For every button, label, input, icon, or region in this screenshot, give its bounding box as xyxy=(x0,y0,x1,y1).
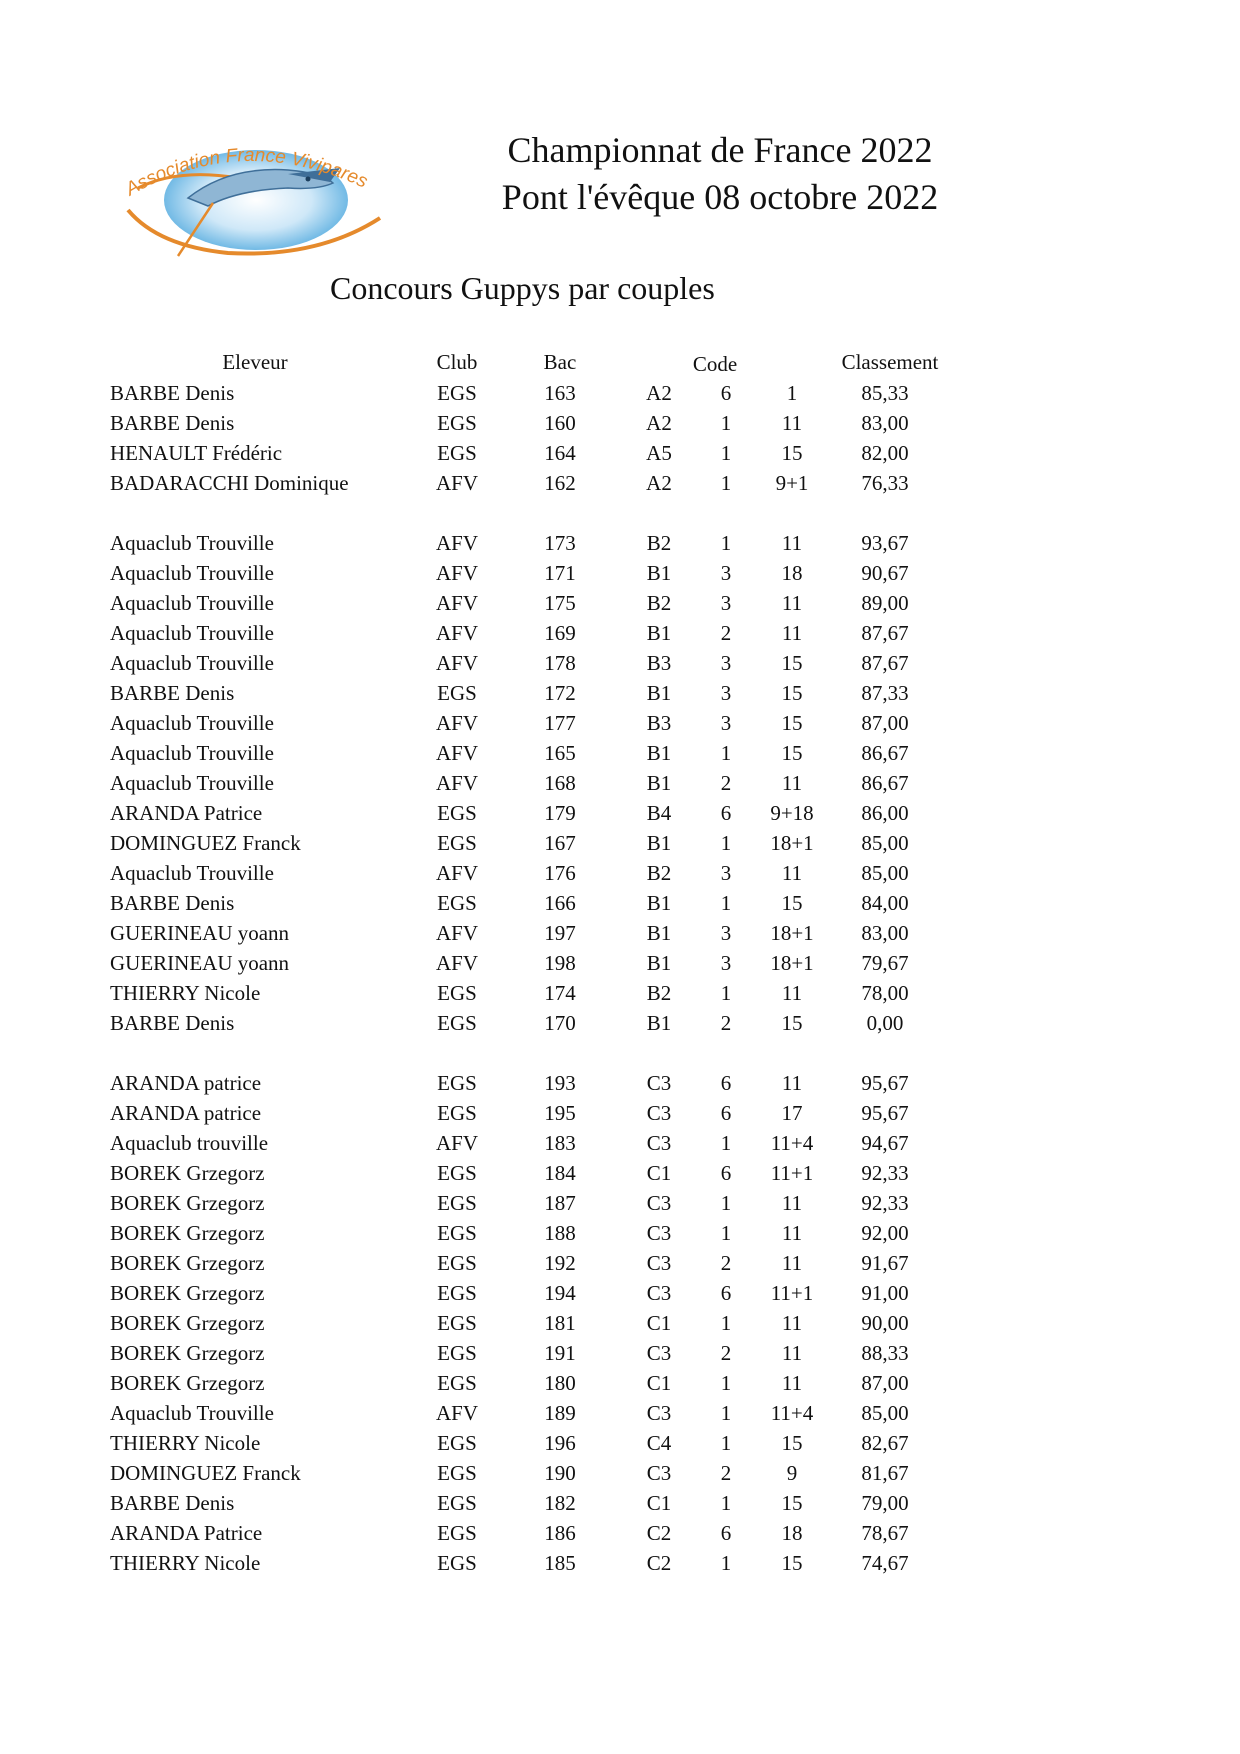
code-detail-cell: 15 xyxy=(781,711,803,735)
eleveur-cell: THIERRY Nicole xyxy=(110,1551,261,1575)
bac-cell: 164 xyxy=(544,441,576,465)
eleveur-cell: Aquaclub Trouville xyxy=(110,771,274,795)
code-detail-cell: 11 xyxy=(781,1251,803,1275)
bac-cell: 165 xyxy=(544,741,576,765)
classement-cell: 94,67 xyxy=(861,1131,909,1155)
classement-cell: 87,00 xyxy=(861,1371,909,1395)
contest-subtitle: Concours Guppys par couples xyxy=(330,270,715,306)
eleveur-cell: BARBE Denis xyxy=(110,891,235,915)
code-number-cell: 1 xyxy=(720,1221,732,1245)
bac-cell: 177 xyxy=(544,711,576,735)
eleveur-cell: BOREK Grzegorz xyxy=(110,1341,265,1365)
code-number-cell: 6 xyxy=(720,801,732,825)
code-category-cell: B2 xyxy=(646,981,672,1005)
bac-cell: 190 xyxy=(544,1461,576,1485)
bac-cell: 178 xyxy=(544,651,576,675)
club-cell: EGS xyxy=(437,1341,477,1365)
code-detail-cell: 11 xyxy=(781,531,803,555)
classement-cell: 88,33 xyxy=(861,1341,909,1365)
eleveur-cell: Aquaclub Trouville xyxy=(110,651,274,675)
code-category-cell: A2 xyxy=(646,381,672,405)
bac-cell: 175 xyxy=(544,591,576,615)
code-number-cell: 1 xyxy=(720,981,732,1005)
code-category-cell: C3 xyxy=(646,1461,672,1485)
code-category-cell: B1 xyxy=(646,681,672,705)
classement-cell: 87,67 xyxy=(861,651,909,675)
code-number-cell: 1 xyxy=(720,1401,732,1425)
classement-cell: 87,67 xyxy=(861,621,909,645)
bac-cell: 187 xyxy=(544,1191,576,1215)
club-cell: AFV xyxy=(435,651,478,675)
classement-cell: 82,67 xyxy=(861,1431,909,1455)
club-cell: EGS xyxy=(437,1191,477,1215)
code-category-cell: B2 xyxy=(646,531,672,555)
code-number-cell: 3 xyxy=(720,561,732,585)
eleveur-cell: BOREK Grzegorz xyxy=(110,1191,265,1215)
code-number-cell: 6 xyxy=(720,1521,732,1545)
club-cell: EGS xyxy=(437,1521,477,1545)
code-number-cell: 2 xyxy=(720,771,732,795)
classement-cell: 90,67 xyxy=(861,561,909,585)
classement-cell: 90,00 xyxy=(861,1311,909,1335)
code-number-cell: 2 xyxy=(720,1341,732,1365)
bac-cell: 163 xyxy=(544,381,576,405)
classement-cell: 76,33 xyxy=(861,471,909,495)
classement-cell: 93,67 xyxy=(861,531,909,555)
club-cell: EGS xyxy=(437,1071,477,1095)
classement-cell: 92,33 xyxy=(861,1161,909,1185)
eleveur-cell: BOREK Grzegorz xyxy=(110,1371,265,1395)
classement-cell: 0,00 xyxy=(866,1011,904,1035)
code-detail-cell: 11 xyxy=(781,1191,803,1215)
club-cell: EGS xyxy=(437,1251,477,1275)
club-cell: AFV xyxy=(435,471,478,495)
eleveur-cell: Aquaclub Trouville xyxy=(110,531,274,555)
eleveur-cell: BOREK Grzegorz xyxy=(110,1311,265,1335)
club-cell: AFV xyxy=(435,1131,478,1155)
eleveur-cell: Aquaclub Trouville xyxy=(110,711,274,735)
code-category-cell: B1 xyxy=(646,831,672,855)
code-category-cell: B1 xyxy=(646,951,672,975)
club-cell: AFV xyxy=(435,621,478,645)
club-cell: AFV xyxy=(435,1401,478,1425)
code-category-cell: C3 xyxy=(646,1401,672,1425)
classement-cell: 85,33 xyxy=(861,381,909,405)
classement-cell: 86,67 xyxy=(861,741,909,765)
code-category-cell: B1 xyxy=(646,921,672,945)
bac-cell: 195 xyxy=(544,1101,576,1125)
classement-cell: 85,00 xyxy=(861,1401,909,1425)
classement-cell: 79,67 xyxy=(861,951,909,975)
code-detail-cell: 18 xyxy=(781,1521,803,1545)
bac-cell: 171 xyxy=(544,561,576,585)
code-category-cell: B2 xyxy=(646,861,672,885)
code-category-cell: B3 xyxy=(646,651,672,675)
club-cell: AFV xyxy=(435,531,478,555)
code-number-cell: 6 xyxy=(720,1161,732,1185)
classement-cell: 83,00 xyxy=(861,921,909,945)
classement-cell: 87,33 xyxy=(861,681,909,705)
code-detail-cell: 15 xyxy=(781,741,803,765)
bac-cell: 188 xyxy=(544,1221,576,1245)
header-bac: Bac xyxy=(543,350,577,374)
bac-cell: 193 xyxy=(544,1071,576,1095)
code-detail-cell: 15 xyxy=(781,1011,803,1035)
bac-cell: 197 xyxy=(544,921,576,945)
bac-cell: 191 xyxy=(544,1341,576,1365)
bac-cell: 169 xyxy=(544,621,576,645)
code-detail-cell: 11+4 xyxy=(770,1131,814,1155)
classement-cell: 79,00 xyxy=(861,1491,909,1515)
eleveur-cell: DOMINGUEZ Franck xyxy=(110,1461,301,1485)
code-number-cell: 1 xyxy=(720,471,732,495)
classement-cell: 78,00 xyxy=(861,981,909,1005)
bac-cell: 179 xyxy=(544,801,576,825)
classement-cell: 78,67 xyxy=(861,1521,909,1545)
code-number-cell: 2 xyxy=(720,1251,732,1275)
classement-cell: 84,00 xyxy=(861,891,909,915)
club-cell: EGS xyxy=(437,1461,477,1485)
code-category-cell: C2 xyxy=(646,1551,672,1575)
classement-cell: 95,67 xyxy=(861,1101,909,1125)
code-number-cell: 3 xyxy=(720,951,732,975)
bac-cell: 196 xyxy=(544,1431,576,1455)
eleveur-cell: BARBE Denis xyxy=(110,381,235,405)
eleveur-cell: BARBE Denis xyxy=(110,411,235,435)
code-detail-cell: 18+1 xyxy=(770,951,814,975)
code-detail-cell: 11 xyxy=(781,1371,803,1395)
code-number-cell: 3 xyxy=(720,591,732,615)
club-cell: EGS xyxy=(437,1011,477,1035)
bac-cell: 184 xyxy=(544,1161,576,1185)
code-number-cell: 1 xyxy=(720,441,732,465)
club-cell: AFV xyxy=(435,921,478,945)
code-category-cell: C4 xyxy=(646,1431,672,1455)
classement-cell: 92,00 xyxy=(861,1221,909,1245)
club-cell: AFV xyxy=(435,951,478,975)
bac-cell: 174 xyxy=(544,981,576,1005)
club-cell: AFV xyxy=(435,771,478,795)
eleveur-cell: Aquaclub Trouville xyxy=(110,741,274,765)
header-club: Club xyxy=(436,350,478,374)
code-category-cell: C1 xyxy=(646,1371,672,1395)
club-cell: EGS xyxy=(437,1221,477,1245)
code-detail-cell: 9+18 xyxy=(770,801,814,825)
eleveur-cell: BARBE Denis xyxy=(110,1491,235,1515)
club-cell: EGS xyxy=(437,681,477,705)
classement-cell: 81,67 xyxy=(861,1461,909,1485)
code-category-cell: C3 xyxy=(646,1191,672,1215)
code-detail-cell: 11 xyxy=(781,981,803,1005)
code-number-cell: 1 xyxy=(720,531,732,555)
code-category-cell: C1 xyxy=(646,1311,672,1335)
bac-cell: 181 xyxy=(544,1311,576,1335)
club-cell: EGS xyxy=(437,891,477,915)
header-code: Code xyxy=(692,352,738,376)
code-category-cell: B1 xyxy=(646,741,672,765)
code-number-cell: 1 xyxy=(720,1131,732,1155)
club-cell: AFV xyxy=(435,711,478,735)
code-detail-cell: 1 xyxy=(786,381,798,405)
code-category-cell: C3 xyxy=(646,1281,672,1305)
code-number-cell: 1 xyxy=(720,741,732,765)
bac-cell: 166 xyxy=(544,891,576,915)
eleveur-cell: ARANDA Patrice xyxy=(110,1521,263,1545)
code-category-cell: A2 xyxy=(646,471,672,495)
page-title: Championnat de France 2022 xyxy=(507,130,933,170)
classement-cell: 87,00 xyxy=(861,711,909,735)
code-number-cell: 3 xyxy=(720,921,732,945)
club-cell: EGS xyxy=(437,1371,477,1395)
eleveur-cell: GUERINEAU yoann xyxy=(110,951,290,975)
code-detail-cell: 11 xyxy=(781,1311,803,1335)
code-category-cell: C3 xyxy=(646,1341,672,1365)
bac-cell: 183 xyxy=(544,1131,576,1155)
code-category-cell: C1 xyxy=(646,1491,672,1515)
bac-cell: 172 xyxy=(544,681,576,705)
bac-cell: 168 xyxy=(544,771,576,795)
bac-cell: 189 xyxy=(544,1401,576,1425)
club-cell: EGS xyxy=(437,1311,477,1335)
classement-cell: 85,00 xyxy=(861,861,909,885)
code-number-cell: 3 xyxy=(720,711,732,735)
code-category-cell: B1 xyxy=(646,1011,672,1035)
eleveur-cell: Aquaclub Trouville xyxy=(110,1401,274,1425)
code-detail-cell: 15 xyxy=(781,1431,803,1455)
eleveur-cell: HENAULT Frédéric xyxy=(110,441,283,465)
classement-cell: 86,00 xyxy=(861,801,909,825)
code-detail-cell: 11+4 xyxy=(770,1401,814,1425)
code-detail-cell: 11 xyxy=(781,771,803,795)
code-number-cell: 1 xyxy=(720,1431,732,1455)
code-number-cell: 1 xyxy=(720,411,732,435)
code-category-cell: C2 xyxy=(646,1521,672,1545)
code-detail-cell: 11+1 xyxy=(770,1161,814,1185)
code-number-cell: 6 xyxy=(720,1101,732,1125)
code-category-cell: B3 xyxy=(646,711,672,735)
logo-text: Association France Vivipares xyxy=(122,144,371,201)
club-cell: AFV xyxy=(435,741,478,765)
code-category-cell: B1 xyxy=(646,891,672,915)
classement-cell: 89,00 xyxy=(861,591,909,615)
classement-cell: 83,00 xyxy=(861,411,909,435)
code-detail-cell: 11 xyxy=(781,1221,803,1245)
eleveur-cell: Aquaclub trouville xyxy=(110,1131,269,1155)
club-cell: EGS xyxy=(437,1281,477,1305)
code-detail-cell: 18 xyxy=(781,561,803,585)
code-number-cell: 1 xyxy=(720,1491,732,1515)
classement-cell: 92,33 xyxy=(861,1191,909,1215)
code-category-cell: C3 xyxy=(646,1101,672,1125)
code-detail-cell: 15 xyxy=(781,1551,803,1575)
code-category-cell: B4 xyxy=(646,801,672,825)
code-category-cell: A2 xyxy=(646,411,672,435)
classement-cell: 86,67 xyxy=(861,771,909,795)
code-number-cell: 1 xyxy=(720,1551,732,1575)
bac-cell: 162 xyxy=(544,471,576,495)
club-cell: EGS xyxy=(437,1431,477,1455)
classement-cell: 82,00 xyxy=(861,441,909,465)
code-detail-cell: 11 xyxy=(781,861,803,885)
code-number-cell: 2 xyxy=(720,621,732,645)
eleveur-cell: ARANDA patrice xyxy=(110,1101,262,1125)
code-number-cell: 6 xyxy=(720,1071,732,1095)
eleveur-cell: BOREK Grzegorz xyxy=(110,1251,265,1275)
code-number-cell: 2 xyxy=(720,1011,732,1035)
bac-cell: 176 xyxy=(544,861,576,885)
code-number-cell: 3 xyxy=(720,651,732,675)
code-detail-cell: 15 xyxy=(781,1491,803,1515)
eleveur-cell: BOREK Grzegorz xyxy=(110,1281,265,1305)
code-detail-cell: 15 xyxy=(781,681,803,705)
club-cell: EGS xyxy=(437,411,477,435)
code-number-cell: 1 xyxy=(720,1371,732,1395)
classement-cell: 74,67 xyxy=(861,1551,909,1575)
club-cell: EGS xyxy=(437,1101,477,1125)
club-cell: EGS xyxy=(437,831,477,855)
eleveur-cell: ARANDA Patrice xyxy=(110,801,263,825)
club-cell: EGS xyxy=(437,441,477,465)
code-detail-cell: 17 xyxy=(781,1101,803,1125)
code-detail-cell: 18+1 xyxy=(770,831,814,855)
bac-cell: 167 xyxy=(544,831,576,855)
bac-cell: 170 xyxy=(544,1011,576,1035)
eleveur-cell: BARBE Denis xyxy=(110,681,235,705)
event-location-date: Pont l'évêque 08 octobre 2022 xyxy=(501,177,939,217)
bac-cell: 186 xyxy=(544,1521,576,1545)
eleveur-cell: BADARACCHI Dominique xyxy=(110,471,349,495)
club-cell: EGS xyxy=(437,381,477,405)
code-detail-cell: 18+1 xyxy=(770,921,814,945)
bac-cell: 173 xyxy=(544,531,576,555)
classement-cell: 91,67 xyxy=(861,1251,909,1275)
eleveur-cell: Aquaclub Trouville xyxy=(110,561,274,585)
code-number-cell: 6 xyxy=(720,1281,732,1305)
bac-cell: 180 xyxy=(544,1371,576,1395)
code-number-cell: 6 xyxy=(720,381,732,405)
club-cell: AFV xyxy=(435,561,478,585)
eleveur-cell: BARBE Denis xyxy=(110,1011,235,1035)
code-number-cell: 1 xyxy=(720,831,732,855)
code-detail-cell: 11 xyxy=(781,1341,803,1365)
eleveur-cell: DOMINGUEZ Franck xyxy=(110,831,301,855)
code-detail-cell: 11 xyxy=(781,591,803,615)
eleveur-cell: THIERRY Nicole xyxy=(110,981,261,1005)
code-category-cell: B1 xyxy=(646,561,672,585)
classement-cell: 85,00 xyxy=(861,831,909,855)
eleveur-cell: THIERRY Nicole xyxy=(110,1431,261,1455)
code-category-cell: A5 xyxy=(646,441,672,465)
bac-cell: 194 xyxy=(544,1281,576,1305)
classement-cell: 91,00 xyxy=(861,1281,909,1305)
club-cell: AFV xyxy=(435,861,478,885)
bac-cell: 198 xyxy=(544,951,576,975)
eleveur-cell: BOREK Grzegorz xyxy=(110,1221,265,1245)
club-cell: EGS xyxy=(437,1161,477,1185)
eleveur-cell: Aquaclub Trouville xyxy=(110,621,274,645)
code-category-cell: B2 xyxy=(646,591,672,615)
code-detail-cell: 15 xyxy=(781,651,803,675)
club-cell: EGS xyxy=(437,981,477,1005)
eleveur-cell: Aquaclub Trouville xyxy=(110,861,274,885)
bac-cell: 192 xyxy=(544,1251,576,1275)
code-detail-cell: 11+1 xyxy=(770,1281,814,1305)
code-category-cell: C3 xyxy=(646,1221,672,1245)
eleveur-cell: GUERINEAU yoann xyxy=(110,921,290,945)
code-category-cell: C1 xyxy=(646,1161,672,1185)
club-cell: EGS xyxy=(437,1551,477,1575)
eleveur-cell: ARANDA patrice xyxy=(110,1071,262,1095)
code-category-cell: B1 xyxy=(646,771,672,795)
code-category-cell: C3 xyxy=(646,1251,672,1275)
code-number-cell: 3 xyxy=(720,681,732,705)
club-cell: EGS xyxy=(437,801,477,825)
code-detail-cell: 15 xyxy=(781,891,803,915)
eleveur-cell: BOREK Grzegorz xyxy=(110,1161,265,1185)
code-detail-cell: 9 xyxy=(786,1461,798,1485)
code-number-cell: 1 xyxy=(720,1191,732,1215)
code-category-cell: C3 xyxy=(646,1131,672,1155)
code-detail-cell: 9+1 xyxy=(775,471,809,495)
club-cell: AFV xyxy=(435,591,478,615)
code-detail-cell: 11 xyxy=(781,1071,803,1095)
club-cell: EGS xyxy=(437,1491,477,1515)
code-category-cell: C3 xyxy=(646,1071,672,1095)
code-category-cell: B1 xyxy=(646,621,672,645)
header-eleveur: Eleveur xyxy=(222,350,288,374)
code-number-cell: 3 xyxy=(720,861,732,885)
bac-cell: 160 xyxy=(544,411,576,435)
bac-cell: 185 xyxy=(544,1551,576,1575)
code-detail-cell: 15 xyxy=(781,441,803,465)
code-number-cell: 2 xyxy=(720,1461,732,1485)
association-logo xyxy=(118,138,393,263)
code-number-cell: 1 xyxy=(720,1311,732,1335)
code-detail-cell: 11 xyxy=(781,411,803,435)
code-detail-cell: 11 xyxy=(781,621,803,645)
code-number-cell: 1 xyxy=(720,891,732,915)
eleveur-cell: Aquaclub Trouville xyxy=(110,591,274,615)
bac-cell: 182 xyxy=(544,1491,576,1515)
classement-cell: 95,67 xyxy=(861,1071,909,1095)
header-classement: Classement xyxy=(841,350,939,374)
